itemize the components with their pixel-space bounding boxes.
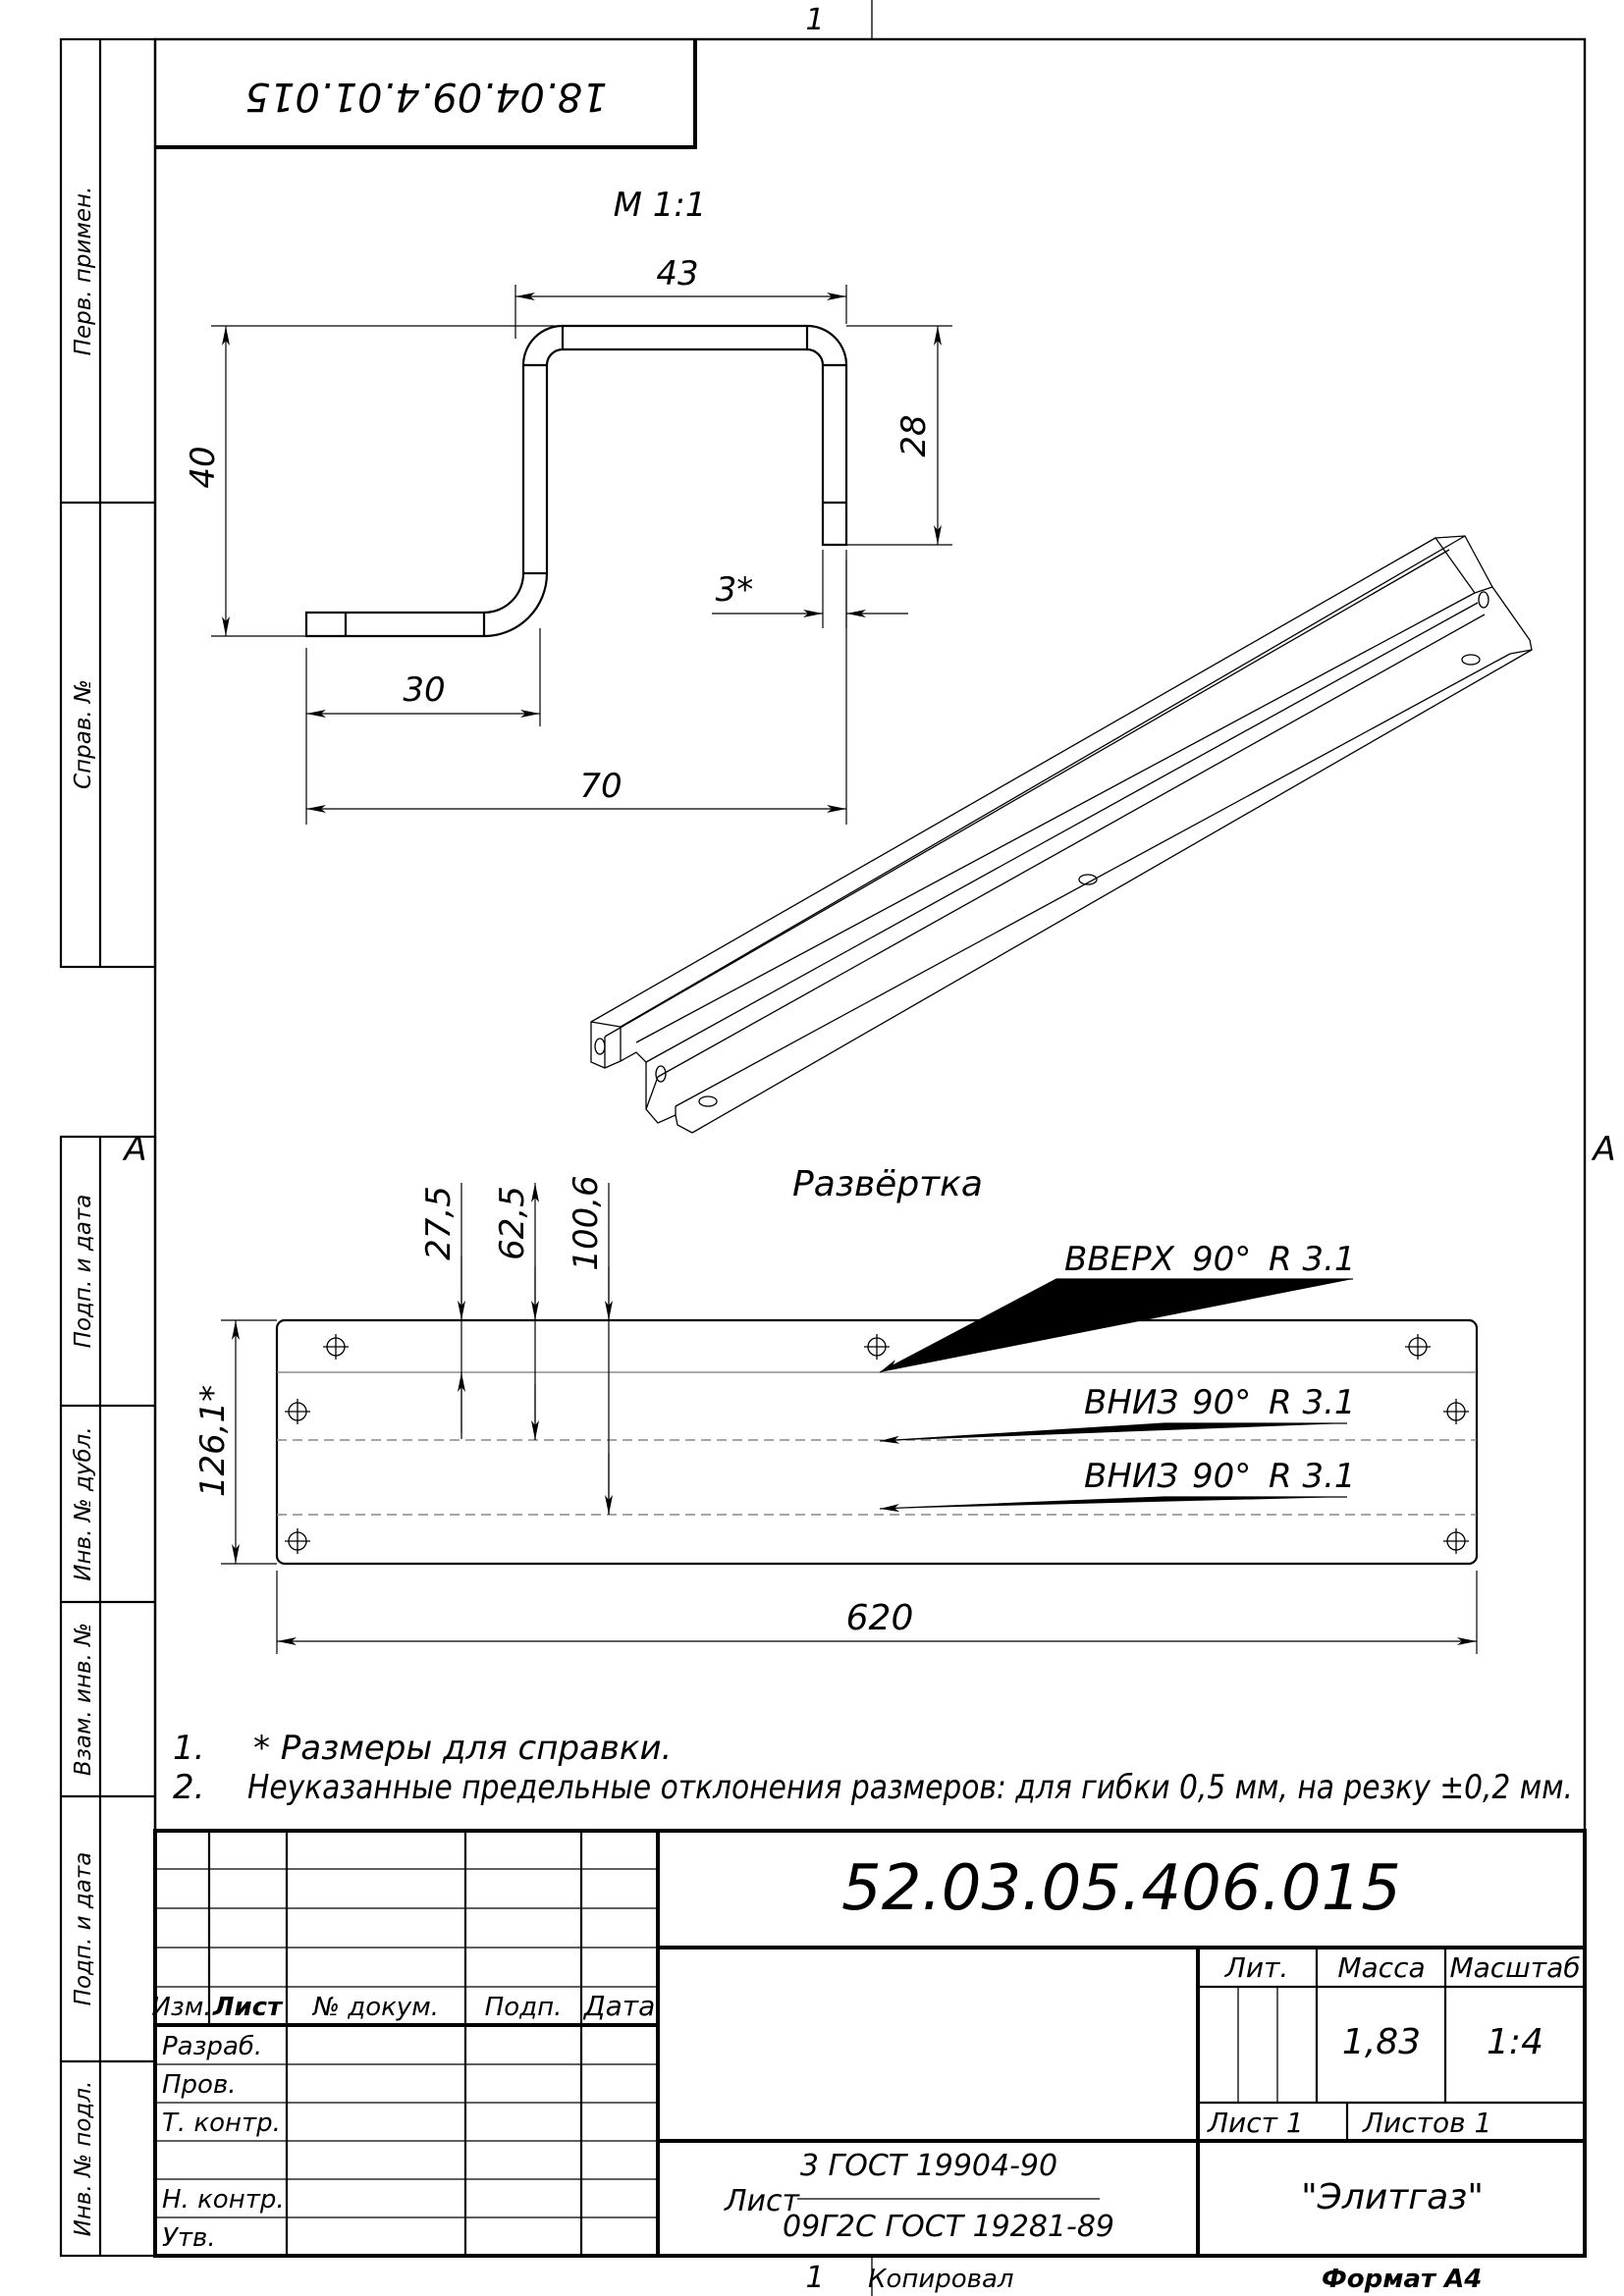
lit-label: Лит. — [1224, 1951, 1289, 1984]
scale-value: 1:4 — [1487, 2022, 1543, 2062]
side-stamp-top — [61, 39, 155, 967]
sheet-label: Лист 1 — [1208, 2107, 1304, 2139]
bend-note-3-angle: 90° — [1192, 1457, 1252, 1496]
header-sign: Подп. — [484, 1993, 563, 2022]
corner-code: 18.04.09.4.01.015 — [244, 74, 608, 119]
top-sheet-marker: 1 — [805, 3, 825, 37]
role-t-kontr: Т. контр. — [162, 2109, 281, 2138]
note-1-text: * Размеры для справки. — [253, 1729, 673, 1768]
material-prefix: Лист — [724, 2184, 800, 2218]
profile-scale-label: М 1:1 — [613, 186, 707, 225]
profile-shape — [306, 326, 846, 636]
company-name: "Элитгаз" — [1301, 2177, 1484, 2217]
copied-label: Копировал — [868, 2265, 1014, 2294]
dim-bottom-flange: 30 — [403, 670, 446, 710]
title-block-right — [724, 1951, 1581, 2244]
note-2-number: 2. — [173, 1768, 205, 1807]
bend-note-1 — [1064, 1240, 1356, 1279]
side-stamp-podp-data-2: Подп. и дата — [71, 1851, 96, 2006]
bend-note-1-angle: 90° — [1192, 1240, 1252, 1279]
title-block-headers — [151, 1990, 655, 2022]
dim-length: 620 — [845, 1598, 914, 1638]
role-n-kontr: Н. контр. — [162, 2185, 285, 2215]
dim-right-height: 28 — [894, 414, 934, 457]
role-utv: Утв. — [162, 2223, 216, 2253]
side-stamp-vzam-inv: Взам. инв. № — [71, 1622, 96, 1777]
format-label: Формат А4 — [1322, 2265, 1483, 2294]
dim-overall-width: 70 — [579, 767, 623, 806]
mass-value: 1,83 — [1341, 2022, 1422, 2062]
dim-offset-1: 27,5 — [419, 1186, 459, 1260]
technical-notes — [173, 1729, 1573, 1807]
role-prov: Пров. — [162, 2070, 237, 2100]
dim-offset-2: 62,5 — [493, 1186, 532, 1260]
scale-label: Масштаб — [1449, 1951, 1581, 1984]
bend-note-3 — [1084, 1457, 1356, 1496]
isometric-view — [591, 536, 1532, 1133]
side-stamp-sprav-no: Справ. № — [71, 679, 96, 789]
side-stamp-perv-primen: Перв. примен. — [71, 186, 96, 356]
note-2-text: Неуказанные предельные отклонения размеров: для гибки 0,5 мм, на резку ±0,2 мм. — [247, 1768, 1573, 1807]
header-date: Дата — [583, 1990, 656, 2022]
bottom-sheet-marker: 1 — [805, 2261, 825, 2295]
dim-top-width: 43 — [656, 254, 699, 294]
bend-note-2-radius: R 3.1 — [1269, 1383, 1356, 1422]
material-bottom: 09Г2С ГОСТ 19281-89 — [782, 2210, 1115, 2244]
bend-note-3-radius: R 3.1 — [1269, 1457, 1356, 1496]
sheets-label: Листов 1 — [1363, 2107, 1492, 2139]
bend-note-2-angle: 90° — [1192, 1383, 1252, 1422]
side-stamp-inv-dubl: Инв. № дубл. — [71, 1426, 96, 1581]
material-top: 3 ГОСТ 19904-90 — [799, 2149, 1058, 2183]
note-1-number: 1. — [173, 1729, 205, 1768]
flat-pattern-title: Развёртка — [792, 1164, 983, 1204]
side-mark-left: A — [124, 1130, 147, 1169]
dim-left-height: 40 — [184, 446, 223, 489]
bend-note-1-direction: ВВЕРХ — [1064, 1240, 1174, 1279]
dim-offset-3: 100,6 — [567, 1175, 606, 1271]
side-mark-right: A — [1593, 1130, 1616, 1169]
side-stamp-inv-podl: Инв. № подл. — [71, 2080, 96, 2237]
header-list: Лист — [212, 1993, 283, 2022]
mass-label: Масса — [1337, 1951, 1426, 1984]
header-doc: № докум. — [312, 1993, 440, 2022]
role-razrab: Разраб. — [162, 2032, 263, 2061]
bend-note-2-direction: ВНИЗ — [1084, 1383, 1179, 1422]
flat-pattern-holes — [285, 1334, 1469, 1554]
title-block-roles — [162, 2032, 285, 2253]
header-izm: Изм. — [151, 1993, 212, 2022]
side-stamp-podp-data-1: Подп. и дата — [71, 1194, 96, 1349]
dim-height: 126,1* — [193, 1384, 233, 1498]
doc-number: 52.03.05.406.015 — [841, 1852, 1401, 1925]
dim-thickness: 3* — [715, 570, 754, 610]
bend-note-3-direction: ВНИЗ — [1084, 1457, 1179, 1496]
bend-note-1-radius: R 3.1 — [1269, 1240, 1356, 1279]
bend-note-2 — [1084, 1383, 1356, 1422]
